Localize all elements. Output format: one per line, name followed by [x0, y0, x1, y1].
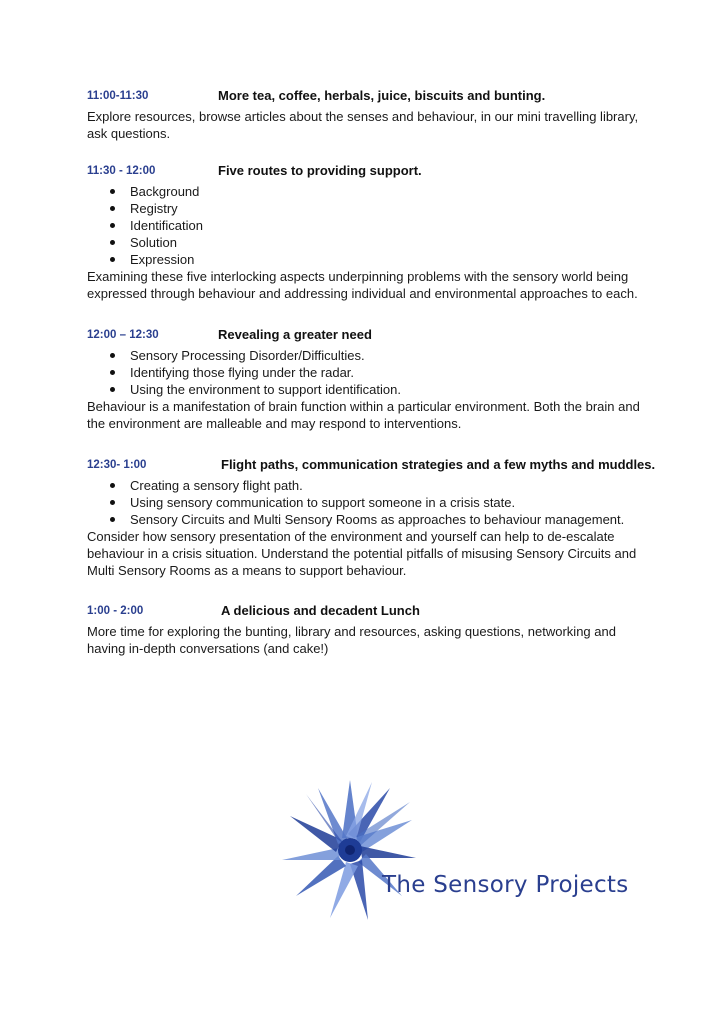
bullet-icon [110, 483, 115, 488]
session-5 [87, 603, 647, 657]
list-item [87, 477, 647, 494]
session-time: 11:30 - 12:00 [87, 165, 156, 177]
session-title: Five routes to providing support. [218, 163, 422, 178]
list-item [87, 364, 647, 381]
list-item [87, 381, 647, 398]
star-burst-icon [282, 776, 422, 921]
session-title: Flight paths, communication strategies and a few myths and muddles. [221, 457, 656, 472]
session-description: More time for exploring the bunting, library and resources, asking questions, networking and having in-depth conversations (and cake!) [87, 624, 616, 656]
list-item-text: Using sensory communication to support someone in a crisis state. [130, 495, 516, 510]
list-item [87, 347, 647, 364]
session-title: Revealing a greater need [218, 327, 372, 342]
session-header [87, 603, 647, 623]
session-time: 11:00-11:30 [87, 90, 149, 102]
list-item-text: Identifying those flying under the radar. [130, 365, 355, 380]
bullet-list [87, 477, 647, 528]
session-2 [87, 163, 647, 302]
bullet-list [87, 347, 647, 398]
bullet-icon [110, 189, 115, 194]
list-item [87, 511, 647, 528]
list-item [87, 234, 647, 251]
list-item-text: Sensory Circuits and Multi Sensory Rooms as approaches to behaviour management. [130, 512, 625, 527]
session-header [87, 163, 647, 183]
list-item-text: Expression [130, 252, 195, 267]
session-header [87, 457, 656, 477]
session-time: 12:00 – 12:30 [87, 329, 159, 341]
session-title: More tea, coffee, herbals, juice, biscuits and bunting. [218, 88, 546, 103]
session-3 [87, 327, 647, 432]
list-item [87, 494, 647, 511]
bullet-icon [110, 353, 115, 358]
list-item [87, 251, 647, 268]
list-item-text: Sensory Processing Disorder/Difficulties. [130, 348, 365, 363]
bullet-icon [110, 500, 115, 505]
list-item-text: Using the environment to support identification. [130, 382, 401, 397]
list-item-text: Identification [130, 218, 203, 233]
session-description: Explore resources, browse articles about the senses and behaviour, in our mini travelling library, ask questions. [87, 109, 639, 141]
session-title: A delicious and decadent Lunch [221, 603, 420, 618]
session-description: Consider how sensory presentation of the environment and yourself can help to de-escalate behaviour in a crisis situation. Understand the potential pitfalls of misusing Sensory Circuits and Multi Sensory Rooms as a means to support behaviour. [87, 529, 637, 578]
bullet-icon [110, 517, 115, 522]
logo-text: The Sensory Projects [382, 872, 629, 898]
list-item [87, 217, 647, 234]
list-item-text: Creating a sensory flight path. [130, 478, 303, 493]
session-4 [87, 457, 656, 579]
session-1 [87, 88, 647, 142]
session-header [87, 327, 647, 347]
session-description: Behaviour is a manifestation of brain function within a particular environment. Both the brain and the environment are malleable and may respond to interventions. [87, 399, 640, 431]
list-item-text: Solution [130, 235, 177, 250]
session-time: 12:30- 1:00 [87, 459, 147, 471]
sensory-projects-logo [282, 776, 652, 921]
list-item [87, 183, 647, 200]
session-description: Examining these five interlocking aspects underpinning problems with the sensory world being expressed through behaviour and addressing individual and environmental approaches to each. [87, 269, 638, 301]
bullet-icon [110, 240, 115, 245]
list-item-text: Registry [130, 201, 178, 216]
list-item [87, 200, 647, 217]
bullet-icon [110, 387, 115, 392]
list-item-text: Background [130, 184, 200, 199]
session-header [87, 88, 647, 108]
bullet-icon [110, 257, 115, 262]
bullet-icon [110, 206, 115, 211]
bullet-icon [110, 370, 115, 375]
bullet-icon [110, 223, 115, 228]
session-time: 1:00 - 2:00 [87, 605, 144, 617]
bullet-list [87, 183, 647, 268]
